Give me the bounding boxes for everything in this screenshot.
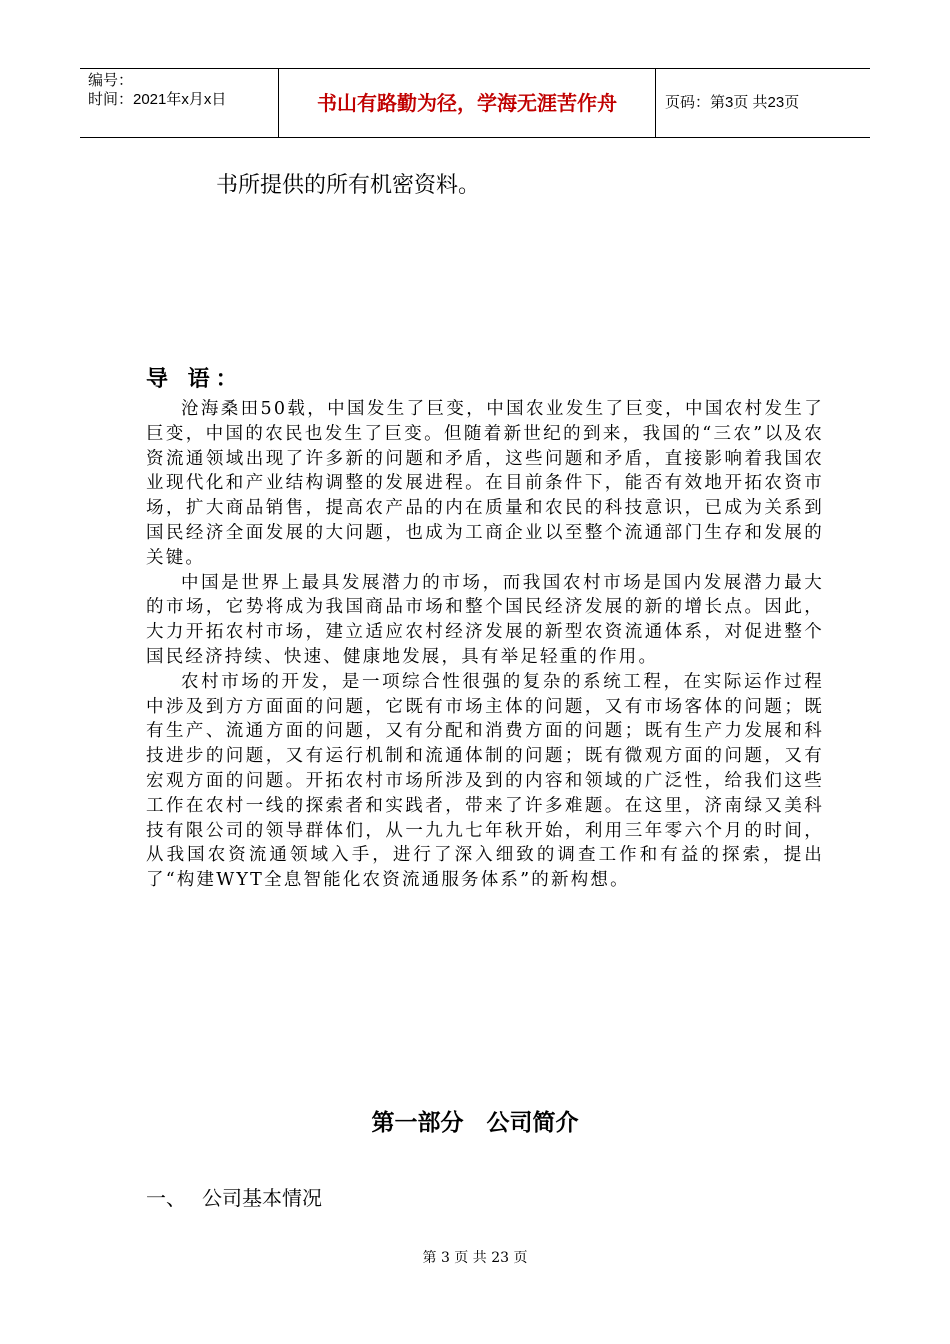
header-motto: 书山有路勤为径，学海无涯苦作舟 xyxy=(279,69,656,137)
intro-body xyxy=(146,397,824,893)
section-title: 第一部分 公司简介 xyxy=(371,1110,579,1136)
intro-paragraph-1: 沧海桑田50载，中国发生了巨变，中国农业发生了巨变，中国农村发生了巨变，中国的农民也发生了巨变。但随着新世纪的到来，我国的“三农”以及农资流通领域出现了许多新的问题和矛盾，这些问题和矛盾，直接影响着我国农业现代化和产业结构调整的发展进程。在目前条件下，能否有效地开拓农资市场，扩大商品销售，提高农产品的内在质量和农民的科技意识，已成为关系到国民经济全面发展的大问题，也成为工商企业以至整个流通部门生存和发展的关键。 xyxy=(146,399,824,568)
header-number-label: 编号： xyxy=(88,72,134,89)
subsection-title: 公司基本情况 xyxy=(202,1186,322,1210)
header-meta-cell xyxy=(80,69,279,137)
header-page-info: 页码：第3页 共23页 xyxy=(665,94,800,111)
intro-paragraph-2: 中国是世界上最具发展潜力的市场，而我国农村市场是国内发展潜力最大的市场，它势将成为我国商品市场和整个国民经济发展的新的增长点。因此，大力开拓农村市场，建立适应农村经济发展的新型农资流通体系，对促进整个国民经济持续、快速、健康地发展，具有举足轻重的作用。 xyxy=(146,572,824,667)
page-footer: 第 3 页 共 23 页 xyxy=(422,1250,528,1266)
intro-paragraph-3: 农村市场的开发，是一项综合性很强的复杂的系统工程，在实际运作过程中涉及到方方面面的问题，它既有市场主体的问题，又有市场客体的问题；既有生产、流通方面的问题，又有分配和消费方面的问题；既有生产力发展和科技进步的问题，又有运行机制和流通体制的问题；既有微观方面的问题，又有宏观方面的问题。开拓农村市场所涉及到的内容和领域的广泛性，给我们这些工作在农村一线的探索者和实践者，带来了许多难题。在这里，济南绿又美科技有限公司的领导群体们，从一九九七年秋开始，利用三年零六个月的时间，从我国农资流通领域入手，进行了深入细致的调查工作和有益的探索，提出了“构建WYT全息智能化农资流通服务体系”的新构想。 xyxy=(146,671,824,891)
intro-title: 导 语： xyxy=(146,367,244,392)
subsection-heading xyxy=(146,1182,322,1211)
page-header xyxy=(80,68,870,138)
subsection-number: 一、 xyxy=(146,1186,186,1210)
header-time-label: 时间：2021年x月x日 xyxy=(88,91,227,108)
continuation-text: 书所提供的所有机密资料。 xyxy=(216,173,481,198)
